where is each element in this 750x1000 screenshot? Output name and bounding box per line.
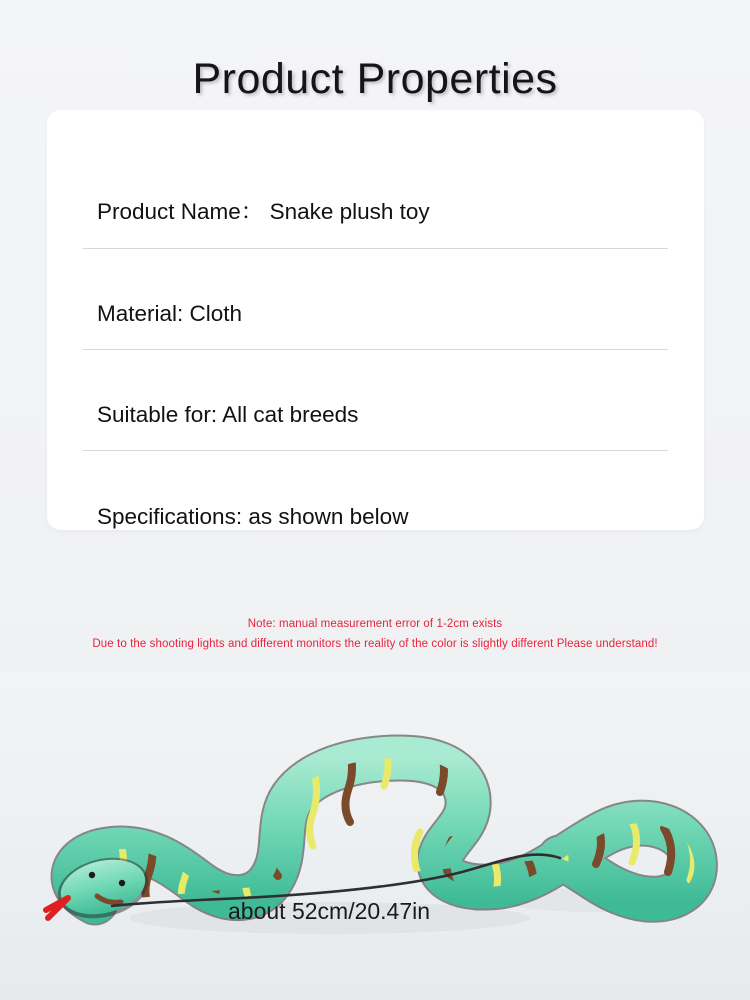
- spec-value: as shown below: [248, 504, 409, 529]
- spec-row: [83, 451, 668, 552]
- spec-value: All cat breeds: [222, 402, 359, 427]
- snake-eye: [89, 872, 95, 878]
- note-measurement-error: Note: manual measurement error of 1-2cm exists: [247, 618, 503, 630]
- snake-body: [74, 742, 694, 922]
- product-photo: [0, 672, 750, 1000]
- specification-card: [47, 110, 704, 530]
- note-color-difference: Due to the shooting lights and different monitors the reality of the color is slightly different Please understand!: [92, 638, 658, 650]
- spec-row: [83, 350, 668, 451]
- spec-label: Product Name：: [97, 199, 264, 224]
- disclaimer-notes: [0, 618, 750, 650]
- spec-label: Specifications:: [97, 504, 243, 529]
- dimension-label: about 52cm/20.47in: [228, 898, 431, 924]
- spec-value: Snake plush toy: [269, 199, 430, 224]
- spec-label: Suitable for:: [97, 402, 218, 427]
- spec-row-text: [97, 504, 408, 530]
- spec-row-text: [97, 301, 242, 327]
- snake-eye: [119, 880, 125, 886]
- specification-list: [83, 148, 668, 552]
- spec-row: [83, 148, 668, 249]
- page-title: Product Properties: [192, 54, 558, 103]
- spec-label: Material:: [97, 301, 184, 326]
- spec-row-text: [97, 402, 358, 428]
- spec-value: Cloth: [189, 301, 243, 326]
- spec-row-text: [97, 194, 430, 226]
- spec-row: [83, 249, 668, 350]
- snake-plush-illustration: [0, 672, 750, 1000]
